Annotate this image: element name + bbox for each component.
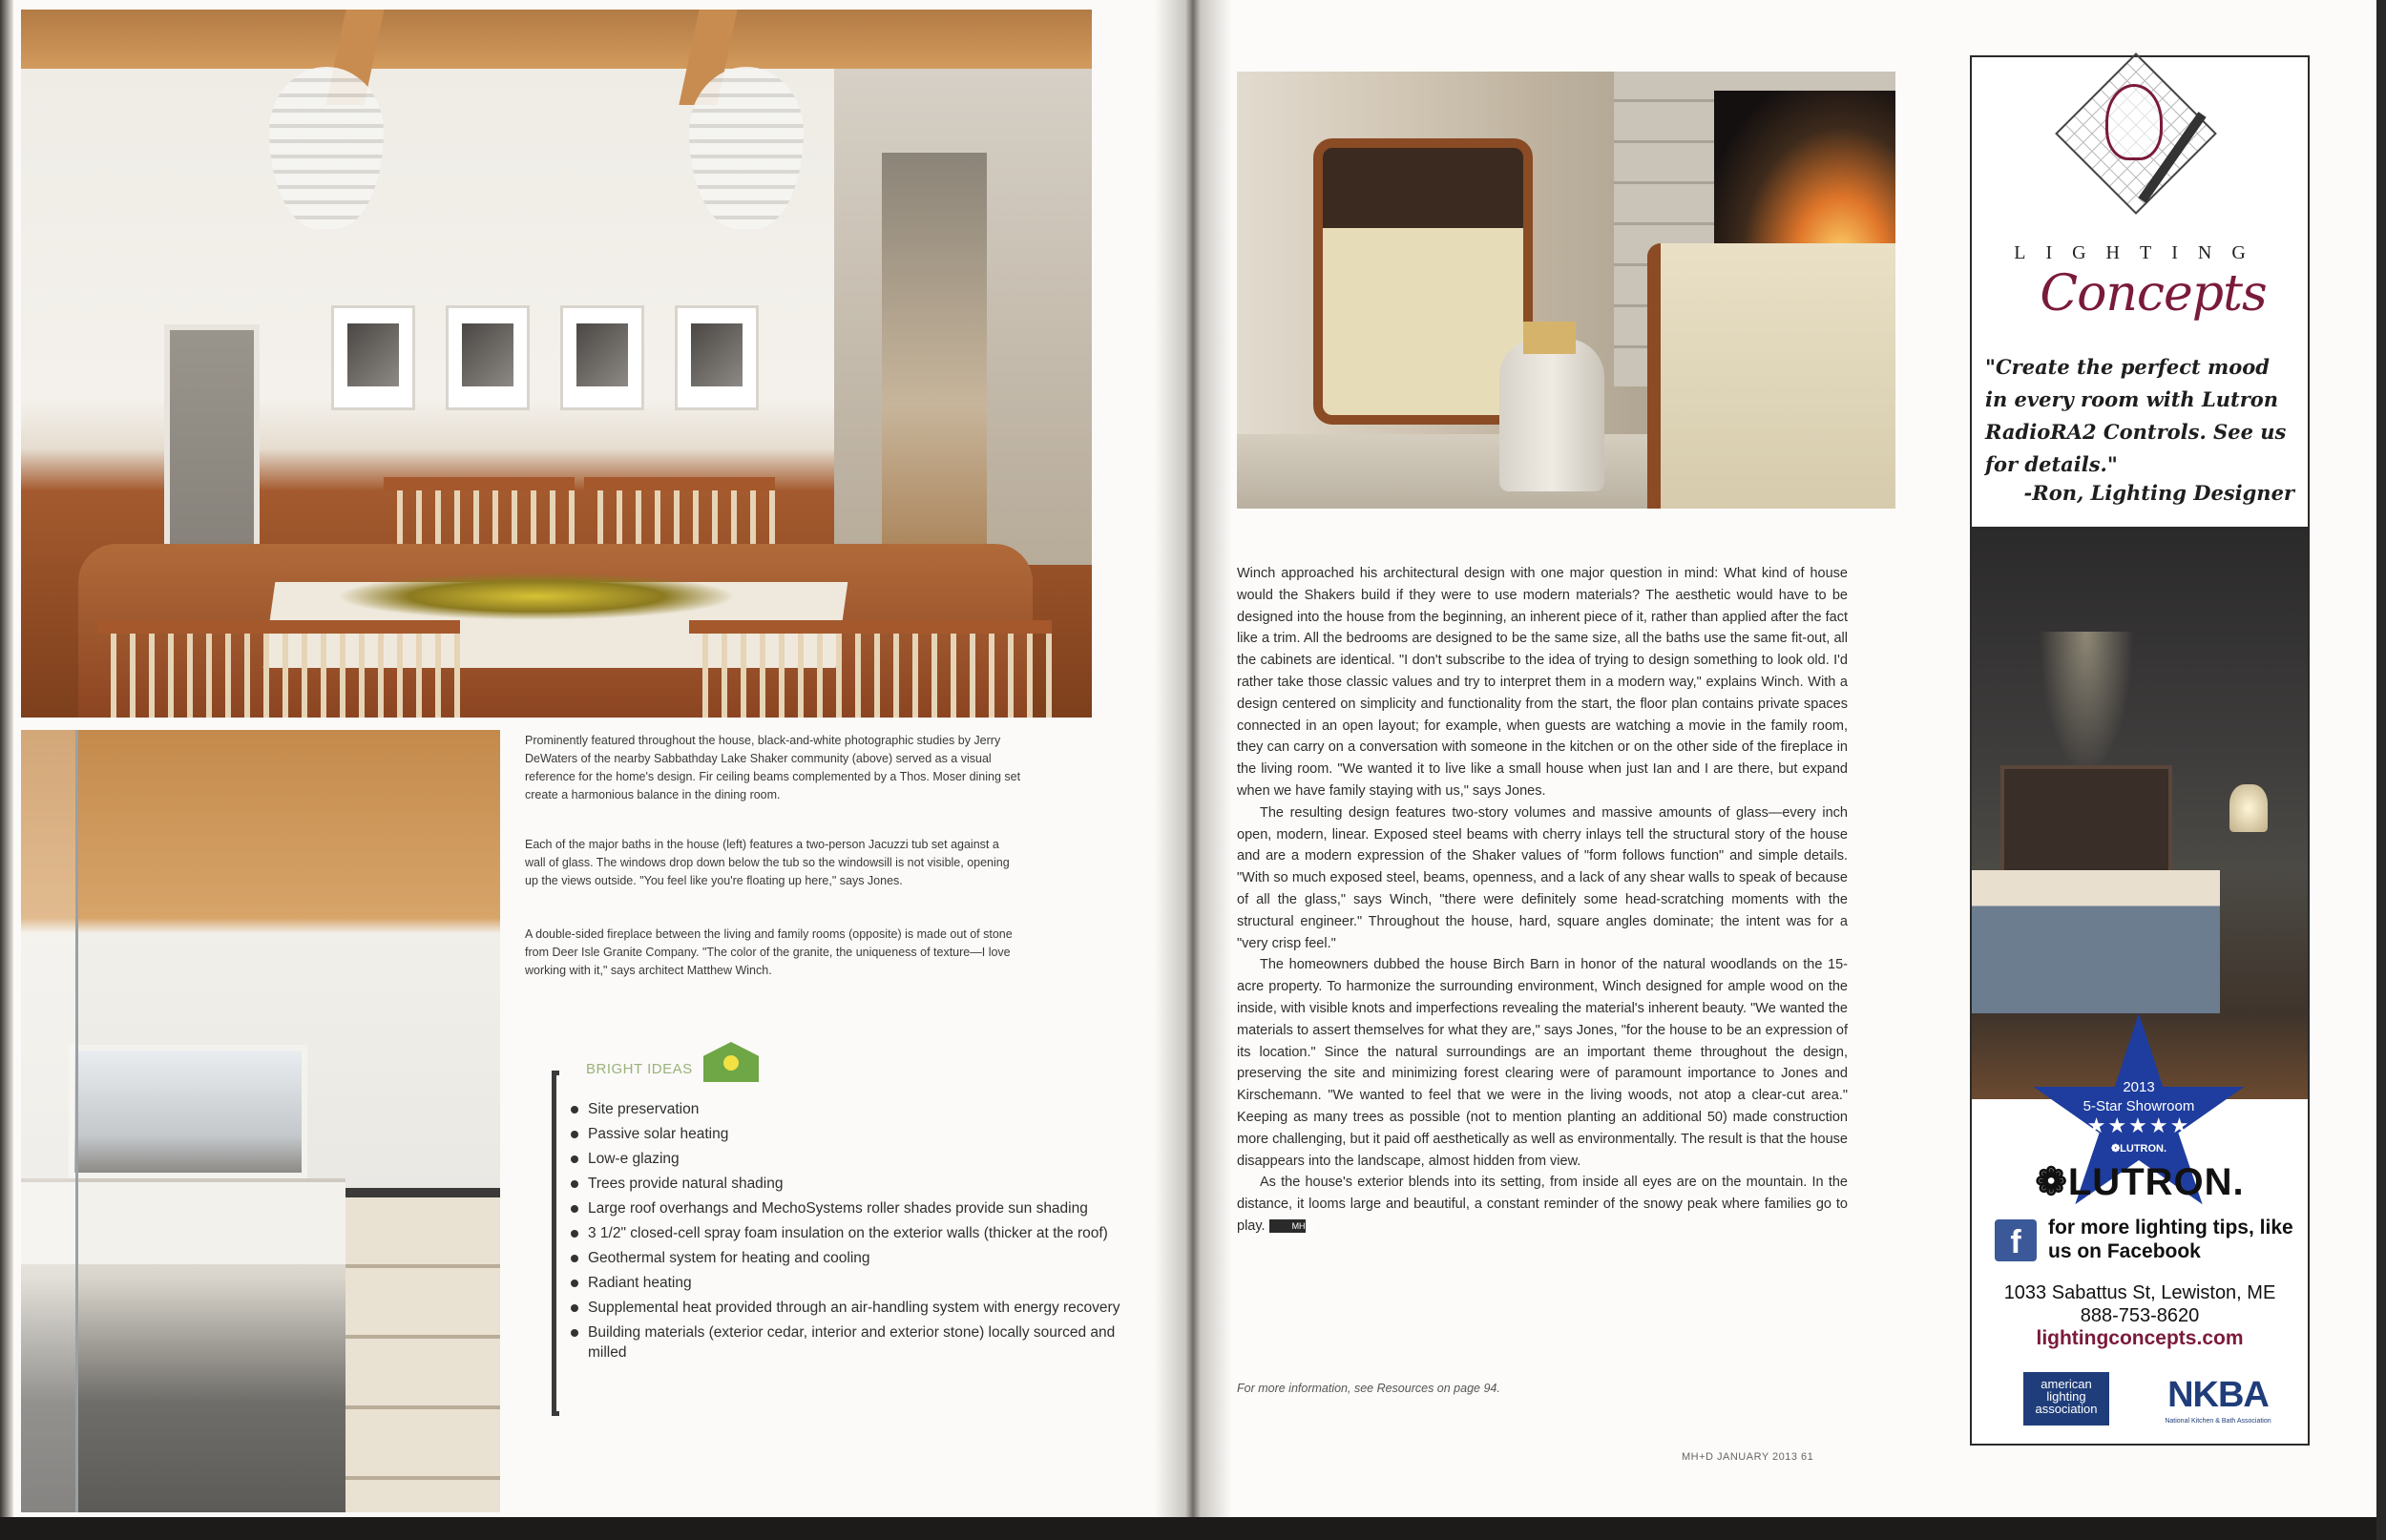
- ad-quote: "Create the perfect mood in every room with Lutron RadioRA2 Controls. See us for details.": [1985, 355, 2287, 476]
- cabinets: [345, 1197, 500, 1512]
- ceiling: [21, 10, 1092, 69]
- list-item: Site preservation: [569, 1099, 1122, 1119]
- article-paragraph-text: As the house's exterior blends into its setting, from inside all eyes are on the mountain. In the distance, it looms large and beautiful, a constant reminder of the snowy peak where families go to play.: [1237, 1175, 1848, 1234]
- more-info-note: For more information, see Resources on page 94.: [1237, 1382, 1500, 1395]
- caption-fireplace: A double-sided fireplace between the living and family rooms (opposite) is made out of stone from Deer Isle Granite Company. "The color of the granite, the uniqueness of texture—I love working with it," says architect Matthew Winch.: [525, 927, 1013, 977]
- list-item: Trees provide natural shading: [569, 1174, 1122, 1194]
- dining-room-photo: [21, 10, 1092, 718]
- ad-bedroom-photo: [1972, 527, 2308, 1099]
- address-phone: 888-753-8620: [2080, 1305, 2200, 1326]
- list-item: Passive solar heating: [569, 1124, 1122, 1144]
- end-mark: MH+D: [1269, 1219, 1306, 1233]
- light-bulb-icon: [2105, 84, 2163, 160]
- pendant-lamp: [269, 67, 384, 229]
- side-stool: [1499, 339, 1604, 491]
- bright-ideas-heading: BRIGHT IDEAS: [586, 1061, 693, 1077]
- list-item: Radiant heating: [569, 1273, 1122, 1293]
- pendant-lamp: [689, 67, 804, 229]
- ad-concepts-word: Concepts: [2040, 265, 2267, 323]
- glass-shower: [21, 730, 78, 1512]
- caption-dining: Prominently featured throughout the house, black-and-white photographic studies by Jerry DeWaters of the nearby Sabbathday Lake Shaker community (above) served as a visual reference for the home's design. Fir ceiling beams complemented by a Thos. Moser dining set create a harmonious balance in the dining room.: [525, 734, 1021, 801]
- fireplace-photo: [1237, 72, 1895, 509]
- address-street: 1033 Sabattus St, Lewiston, ME: [2003, 1282, 2276, 1303]
- armchair: [1647, 243, 1895, 509]
- list-item: Building materials (exterior cedar, interior and exterior stone) locally sourced and milled: [569, 1322, 1122, 1363]
- list-item: Supplemental heat provided through an air-handling system with energy recovery: [569, 1298, 1122, 1318]
- badge-title: 5-Star Showroom: [2083, 1098, 2195, 1114]
- flower-arrangement: [336, 572, 737, 620]
- nkba-subtitle: National Kitchen & Bath Association: [2165, 1418, 2271, 1425]
- caption-bath: Each of the major baths in the house (left) features a two-person Jacuzzi tub set against a wall of glass. The windows drop down below the tub so the windowsill is not visible, opening up the views outside. "You feel like you're floating up here," says Jones.: [525, 838, 1010, 887]
- article-paragraph: The resulting design features two-story volumes and massive amounts of glass—every inch open, modern, linear. Exposed steel beams with cherry inlays tell the structural story of the house and are a modern expression of the Shaker values of "form follows function" and simple details. "With so much exposed steel, beams, openness, and a lack of any shear walls to speak of because of all the glass," says Winch, "there were definitely some head-scratching moments with the structural engineer." Throughout the house, hard, square angles dominate; the intent was for a "very crisp feel.": [1237, 804, 1848, 951]
- nkba-logo: NKBA: [2167, 1375, 2269, 1415]
- page-edge: [0, 0, 13, 1517]
- door: [164, 324, 260, 563]
- ad-lighting-word: LIGHTING: [2014, 242, 2266, 263]
- framed-photo: [560, 305, 644, 410]
- article-paragraph: [1237, 1172, 1848, 1237]
- scan-bottom-edge: [0, 1517, 2386, 1540]
- ad-url[interactable]: lightingconcepts.com: [2036, 1327, 2244, 1349]
- framed-photo: [331, 305, 415, 410]
- list-item: Large roof overhangs and MechoSystems roller shades provide sun shading: [569, 1198, 1122, 1218]
- page-folio: MH+D JANUARY 2013 61: [1682, 1451, 1814, 1463]
- list-item: 3 1/2" closed-cell spray foam insulation on the exterior walls (thicker at the roof): [569, 1223, 1122, 1243]
- ad-signature: -Ron, Lighting Designer: [2023, 481, 2294, 505]
- badge-stars: ★★★★★: [2086, 1113, 2191, 1137]
- badge-year: 2013: [2123, 1079, 2155, 1095]
- star-badge-text: [2029, 1078, 2249, 1158]
- light-wash: [2039, 632, 2134, 775]
- ala-logo: american lighting association: [2023, 1372, 2109, 1426]
- scan-right-edge: [2376, 0, 2386, 1540]
- lighting-concepts-ad: [1970, 55, 2310, 1446]
- article-body: [1237, 563, 1848, 1238]
- green-house-icon: [703, 1042, 759, 1082]
- article-paragraph: The homeowners dubbed the house Birch Barn in honor of the natural woodlands on the 15-acre property. To harmonize the surrounding environment, Winch designed for ample wood on the inside, with visible knots and imperfections revealing the material's inherent beauty. "We wanted the materials to assert themselves for what they are," says Jones, "for the house to be an expression of its location." Since the natural surroundings are an important theme throughout the design, preserving the site and minimizing forest clearing were of paramount importance to Jones and Kirschemann. "We wanted to feel that we were in the living woods, not atop a clear-cut area." Keeping as many trees as possible (not to mention planting an additional 50) made construction more challenging, but it paid off aesthetically as well as environmentally. The result is that the house disappears into the landscape, almost hidden from view.: [1237, 957, 1848, 1169]
- bed: [1972, 870, 2220, 1013]
- lutron-logo: ❁LUTRON.: [2035, 1161, 2245, 1203]
- ad-address: [1972, 1281, 2308, 1327]
- bathroom-photo: [21, 730, 500, 1512]
- bright-ideas-box: [552, 1042, 1124, 1424]
- dining-chair: [97, 620, 460, 718]
- list-item: Geothermal system for heating and cooling: [569, 1248, 1122, 1268]
- framed-photo: [675, 305, 759, 410]
- badge-brand: ❁LUTRON.: [2110, 1143, 2167, 1155]
- list-item: Low-e glazing: [569, 1149, 1122, 1169]
- bright-ideas-list: [569, 1099, 1122, 1367]
- doorway: [882, 153, 987, 572]
- facebook-icon[interactable]: f: [1995, 1219, 2037, 1261]
- article-paragraph: Winch approached his architectural design with one major question in mind: What kind of house would the Shakers build if they were to use modern materials? The aesthetic would have to be designed into the house from the beginning, an inherent piece of it, rather than applied after the fact like a trim. All the bedrooms are designed to be the same size, all the baths use the same fit-out, all the cabinets are identical. "I don't subscribe to the idea of trying to design something to look old. I'd rather take those classic values and try to interpret them in a modern way," explains Winch. With a design centered on simplicity and functionality from the start, the floor plan contains private spaces connected in an open layout; for example, when guests are watching a movie in the family room, they can carry on a conversation with someone in the kitchen or on the other side of the fireplace in the living room. "We wanted it to live like a small house when just Ian and I are there, but expand when we have family staying with us," says Jones.: [1237, 566, 1848, 799]
- framed-photo: [446, 305, 530, 410]
- dining-chair: [689, 620, 1052, 718]
- bedside-lamp: [2229, 784, 2268, 832]
- facebook-text: for more lighting tips, like us on Facebook: [2048, 1217, 2293, 1262]
- bracket: [552, 1071, 559, 1416]
- wood-block: [1523, 322, 1576, 354]
- window: [69, 1045, 307, 1178]
- page-gutter: [1155, 0, 1231, 1517]
